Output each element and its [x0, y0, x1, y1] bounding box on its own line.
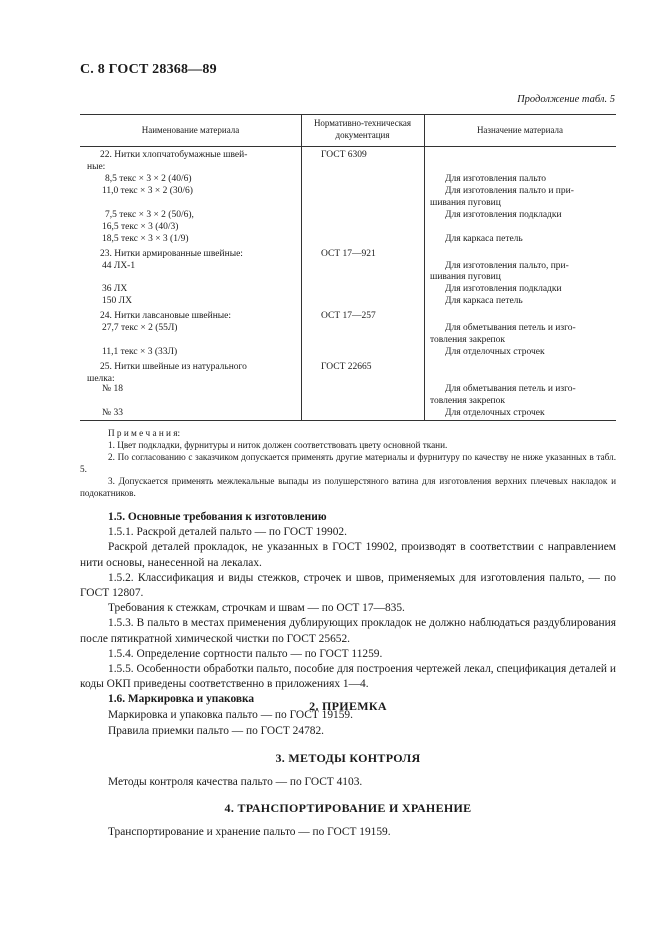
table-header-doc	[301, 117, 424, 141]
table-cell-doc: ГОСТ 22665	[321, 362, 372, 372]
section-1-5	[80, 510, 616, 723]
paragraph: Методы контроля качества пальто — по ГОСТ 4103.	[108, 776, 363, 788]
table-cell-purpose: шивания пуговиц	[430, 272, 501, 282]
paragraph: 1.5.3. В пальто в местах применения дублирующих прокладок не должно наблюдаться раздублирования после пятикратной химической чистки по ГОСТ 25652.	[80, 617, 616, 645]
table-cell-purpose: Для каркаса петель	[445, 234, 523, 244]
table-cell-material: 24. Нитки лавсановые швейные:	[100, 311, 232, 321]
table-header-rule	[80, 146, 616, 147]
table-header-material: Наименование материала	[141, 125, 240, 135]
paragraph: Требования к стежкам, строчкам и швам — по ОСТ 17—835.	[108, 602, 405, 615]
table-cell-doc: ГОСТ 6309	[321, 150, 367, 160]
table-cell-material: шелка:	[87, 374, 115, 384]
paragraph: Правила приемки пальто — по ГОСТ 24782.	[108, 725, 325, 737]
page-header: С. 8 ГОСТ 28368—89	[80, 62, 217, 77]
section-heading: 4. ТРАНСПОРТИРОВАНИЕ И ХРАНЕНИЕ	[224, 801, 472, 815]
table-cell-material: 11,1 текс × 3 (33Л)	[102, 347, 178, 357]
table-cell-purpose: Для изготовления подкладки	[445, 284, 562, 294]
table-cell-doc: ОСТ 17—257	[321, 311, 376, 321]
table-cell-purpose: Для обметывания петель и изго-	[445, 323, 576, 333]
table-cell-material: 44 ЛХ-1	[102, 261, 136, 271]
paragraph: Маркировка и упаковка пальто — по ГОСТ 19159.	[108, 708, 353, 721]
table-cell-purpose: Для каркаса петель	[445, 296, 523, 306]
table-cell-purpose: Для изготовления пальто, при-	[445, 261, 569, 271]
table-cell-purpose: Для изготовления подкладки	[445, 210, 562, 220]
table-header-purpose: Назначение материала	[476, 125, 564, 135]
table-cell-purpose: Для отделочных строчек	[445, 408, 545, 418]
note-item: 3. Допускается применять межлекальные выпады из полушерстяного ватина для изготовления верхних плечевых накладок и подокатников.	[80, 476, 616, 498]
table-cell-material: 27,7 текс × 2 (55Л)	[102, 323, 178, 333]
table-cell-material: 150 ЛХ	[102, 296, 132, 306]
table-cell-material: 11,0 текс × 3 × 2 (30/6)	[102, 186, 193, 196]
paragraph: 1.5.2. Классификация и виды стежков, строчек и швов, применяемых для изготовления пальто, — по ГОСТ 12807.	[80, 571, 616, 600]
note-item: 1. Цвет подкладки, фурнитуры и ниток должен соответствовать цвету основной ткани.	[108, 440, 448, 450]
table-continuation-label: Продолжение табл. 5	[517, 94, 615, 105]
table-notes	[80, 427, 616, 499]
table-cell-material: 23. Нитки армированные швейные:	[100, 249, 243, 259]
table-cell-material: 25. Нитки швейные из натурального	[100, 362, 247, 372]
table-cell-material: 8,5 текс × 3 × 2 (40/6)	[105, 174, 192, 184]
table-header-doc-line: документация	[335, 130, 390, 140]
section-heading: 1.5. Основные требования к изготовлению	[108, 511, 327, 523]
table-cell-purpose: шивания пуговиц	[430, 198, 501, 208]
table-cell-purpose: Для обметывания петель и изго-	[445, 384, 576, 394]
table-top-rule	[80, 114, 616, 115]
table-cell-material: 16,5 текс × 3 (40/3)	[102, 222, 179, 232]
table-cell-purpose: Для отделочных строчек	[445, 347, 545, 357]
section-heading: 2. ПРИЕМКА	[309, 699, 387, 713]
section-heading: 3. МЕТОДЫ КОНТРОЛЯ	[275, 751, 421, 765]
table-cell-material: 36 ЛХ	[102, 284, 128, 294]
table-bottom-rule	[80, 420, 616, 421]
table-cell-purpose: Для изготовления пальто	[445, 174, 546, 184]
paragraph: Транспортирование и хранение пальто — по ГОСТ 19159.	[108, 826, 391, 838]
section-heading: 1.6. Маркировка и упаковка	[108, 693, 255, 706]
table-cell-material: № 33	[102, 408, 123, 418]
table-header-doc-line: Нормативно-техническая	[313, 118, 412, 128]
table-cell-material: № 18	[102, 384, 123, 394]
paragraph: Раскрой деталей прокладок, не указанных в ГОСТ 19902, производят в соответствии с направлением нити основы, нанесенной на лекалах.	[80, 541, 616, 569]
table-cell-material: ные:	[87, 162, 106, 172]
table-cell-doc: ОСТ 17—921	[321, 249, 376, 259]
table-cell-material: 18,5 текс × 3 × 3 (1/9)	[102, 234, 189, 244]
table-column-divider	[424, 114, 425, 420]
paragraph: 1.5.4. Определение сортности пальто — по ГОСТ 11259.	[108, 647, 383, 660]
table-cell-material: 22. Нитки хлопчатобумажные швей-	[100, 150, 248, 160]
table-cell-purpose: Для изготовления пальто и при-	[445, 186, 574, 196]
paragraph: 1.5.5. Особенности обработки пальто, пособие для построения чертежей лекал, спецификация деталей и коды ОКП приведены соответственно в приложениях 1—4.	[80, 663, 616, 691]
note-item: 2. По согласованию с заказчиком допускается применять другие материалы и фурнитуру по качеству не ниже указанных в табл. 5.	[80, 452, 616, 474]
notes-title: П р и м е ч а н и я:	[108, 428, 181, 438]
table-cell-purpose: товления закрепок	[430, 396, 506, 406]
table-cell-purpose: товления закрепок	[430, 335, 506, 345]
table-column-divider	[301, 114, 302, 420]
paragraph: 1.5.1. Раскрой деталей пальто — по ГОСТ 19902.	[108, 526, 347, 539]
table-cell-material: 7,5 текс × 3 × 2 (50/6),	[105, 210, 194, 220]
